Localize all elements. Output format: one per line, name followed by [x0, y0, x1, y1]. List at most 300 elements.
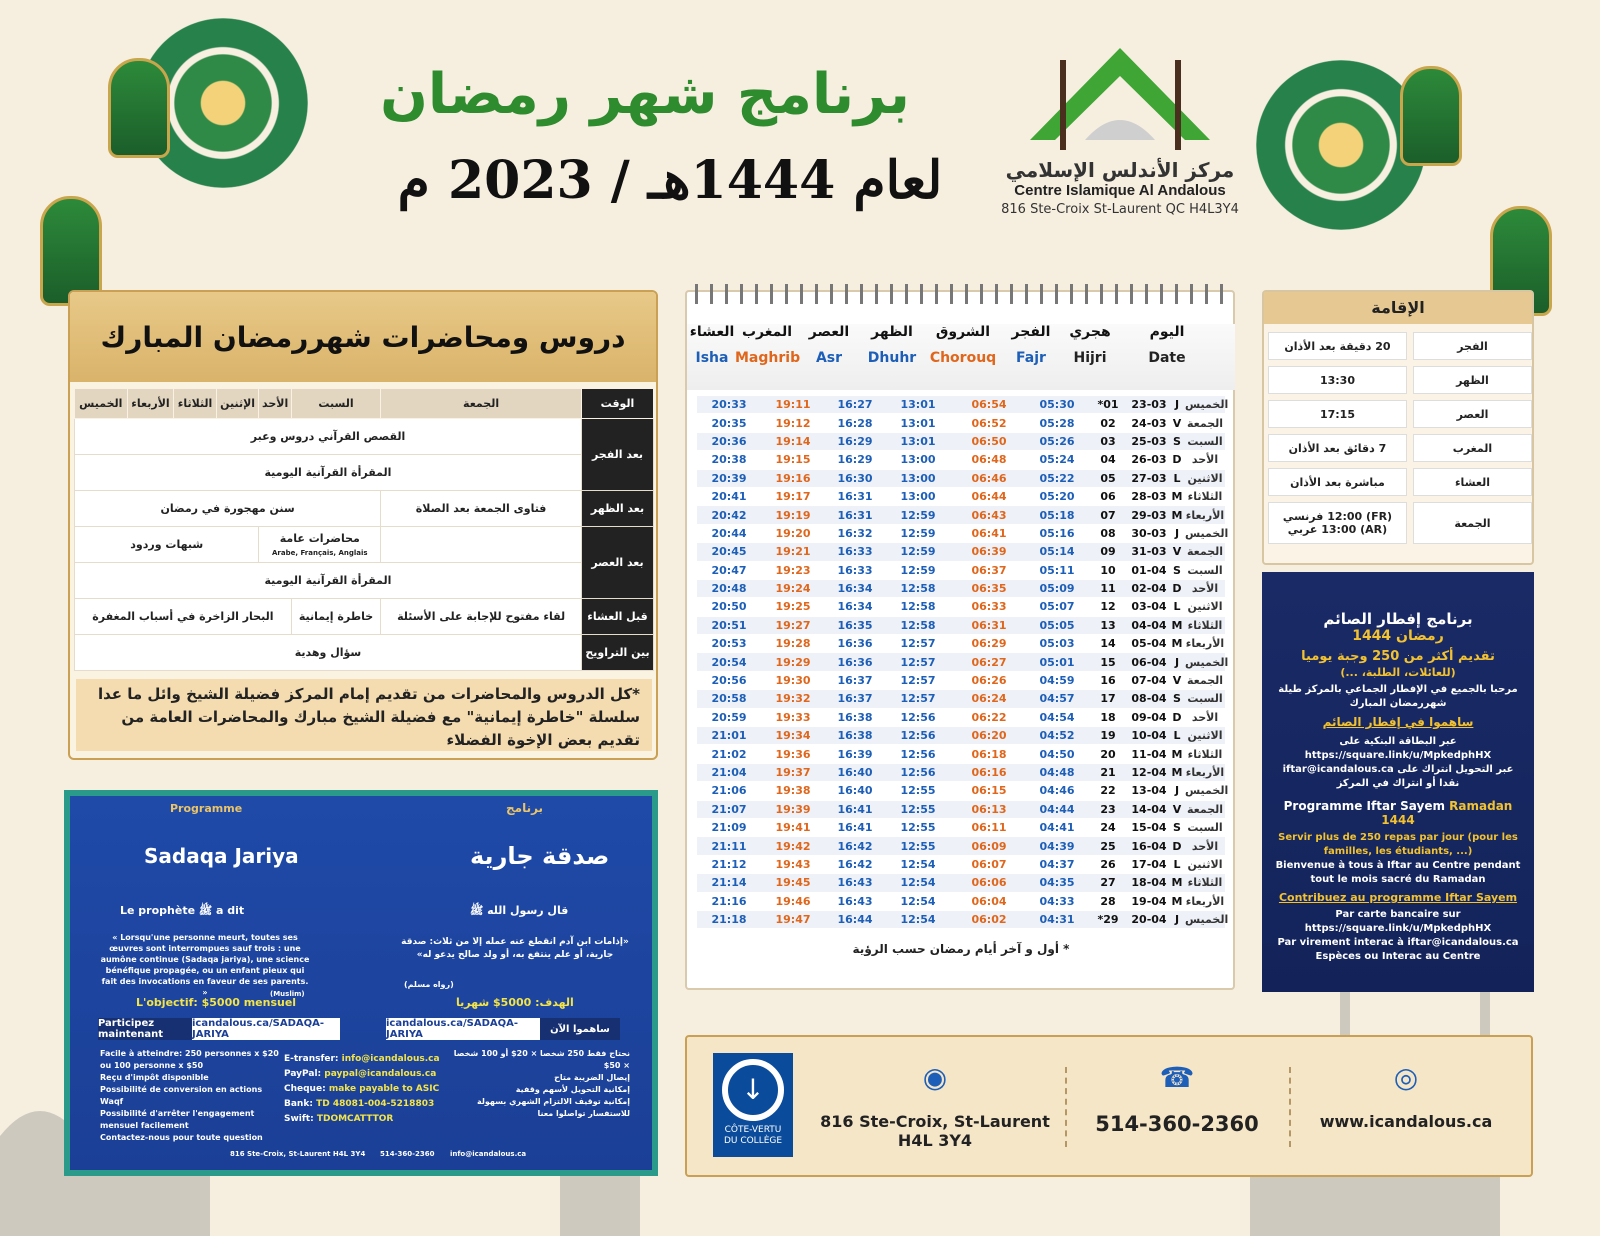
mosque-logo-icon — [990, 40, 1250, 158]
iftar-cash-fr: Espèces ou Interac au Centre — [1315, 951, 1481, 962]
fajr-time: 05:28 — [1039, 416, 1075, 430]
hijri-day: 28 — [1100, 894, 1116, 908]
iqama-prayer: المغرب — [1413, 434, 1532, 462]
dhuhr-time: 12:57 — [900, 692, 936, 706]
isha-time: 20:38 — [711, 453, 747, 467]
day-name: الثلاثاء — [1187, 747, 1223, 761]
footer-website-link[interactable]: www.icandalous.ca — [1319, 1112, 1493, 1131]
day-name: السبت — [1187, 692, 1223, 706]
lessons-col-header: الوقت — [582, 389, 654, 419]
lesson-cell: سؤال وهدية — [75, 635, 582, 671]
col-hijri-ar: هجري — [1069, 324, 1111, 340]
asr-time: 16:29 — [837, 453, 873, 467]
maghrib-time: 19:14 — [775, 434, 811, 448]
asr-time: 16:33 — [837, 563, 873, 577]
day-name: الخميس — [1185, 655, 1229, 669]
swift-label: Swift: — [284, 1114, 314, 1124]
sadaqa-participate-ar: ساهموا الآن — [540, 1018, 620, 1040]
maghrib-time: 19:20 — [775, 526, 811, 540]
day-name: الأحد — [1191, 453, 1219, 467]
sadaqa-prophet-fr: Le prophète ﷺ a dit — [120, 904, 245, 917]
isha-time: 20:59 — [711, 710, 747, 724]
day-letter: J — [1174, 784, 1180, 798]
schedule-footnote: * أول و آخر أيام رمضان حسب الرؤية — [852, 942, 1070, 956]
isha-time: 20:54 — [711, 655, 747, 669]
day-letter: D — [1172, 710, 1182, 724]
day-letter: S — [1173, 434, 1181, 448]
page-subtitle-year: لعام 1444هـ / 2023 م — [397, 150, 943, 211]
iftar-welcome-ar: مرحبا بالجميع في الإفطار الجماعي بالمركز طيلة شهررمضان المبارك — [1278, 684, 1518, 709]
calendar-rings — [695, 284, 1225, 304]
iqama-prayer: الظهر — [1413, 366, 1532, 394]
hijri-day: 16 — [1100, 674, 1116, 688]
day-letter: M — [1171, 637, 1183, 651]
lesson-cell: القصص القرآني دروس وعبر — [75, 419, 582, 455]
table-row — [697, 396, 1229, 414]
maghrib-time: 19:16 — [775, 471, 811, 485]
hijri-day: *01 — [1097, 398, 1119, 412]
asr-time: 16:31 — [837, 490, 873, 504]
date: 29-03 — [1131, 508, 1167, 522]
day-letter: J — [1174, 398, 1180, 412]
phone-icon: ☎ — [1159, 1061, 1195, 1094]
dhuhr-time: 12:56 — [900, 747, 936, 761]
day-letter: M — [1171, 894, 1183, 908]
date: 07-04 — [1131, 674, 1167, 688]
iftar-panel — [1262, 572, 1534, 992]
dhuhr-time: 12:56 — [900, 766, 936, 779]
col-dhuhr-ar: الظهر — [871, 324, 913, 340]
sadaqa-title-fr: Sadaqa Jariya — [144, 844, 299, 868]
lesson-cell: المقرأة القرآنية اليومية — [75, 455, 582, 491]
iqama-row — [1268, 366, 1532, 394]
hijri-day: 19 — [1100, 729, 1116, 743]
asr-time: 16:40 — [837, 784, 873, 798]
page-title: برنامج شهر رمضان — [380, 62, 910, 127]
chorouq-time: 06:13 — [971, 802, 1007, 816]
table-row — [697, 819, 1225, 837]
iftar-title-fr-main: Programme Iftar Sayem — [1283, 799, 1445, 813]
iqama-value: 20 دقيقة بعد الأذان — [1268, 332, 1407, 360]
lesson-time: بعد الظهر — [582, 491, 654, 527]
table-row — [697, 727, 1225, 745]
hijri-day: 27 — [1100, 876, 1116, 890]
col-date-ar: اليوم — [1149, 324, 1185, 340]
col-isha — [687, 324, 737, 366]
day-letter: M — [1171, 618, 1183, 632]
col-fajr-ar: الفجر — [1011, 324, 1051, 340]
iftar-card-ar: عبر البطاقة البنكية على — [1339, 736, 1457, 747]
list-item: إيصال الضريبة متاح — [554, 1073, 630, 1082]
asr-time: 16:38 — [837, 710, 873, 724]
maghrib-time: 19:27 — [775, 618, 811, 632]
day-name: الأربعاء — [1185, 508, 1225, 522]
sadaqa-link-fr[interactable]: icandalous.ca/SADAQA-JARIYA — [192, 1018, 340, 1040]
etransfer-value[interactable]: info@icandalous.ca — [341, 1054, 440, 1064]
lessons-title: دروس ومحاضرات شهررمضان المبارك — [70, 292, 656, 382]
date: 02-04 — [1131, 582, 1167, 596]
asr-time: 16:44 — [837, 913, 873, 927]
col-date — [1127, 324, 1207, 366]
sadaqa-footer-mail: info@icandalous.ca — [450, 1150, 527, 1158]
asr-time: 16:32 — [837, 526, 873, 540]
day-name: الخميس — [1185, 784, 1229, 798]
maghrib-time: 19:38 — [775, 784, 811, 798]
sadaqa-prophet-ar: قال رسول الله ﷺ — [470, 904, 569, 917]
asr-time: 16:39 — [837, 747, 873, 761]
chorouq-time: 06:22 — [971, 710, 1007, 724]
date: 24-03 — [1131, 416, 1167, 430]
table-row — [697, 837, 1225, 855]
list-item: إمكانية التحويل لأسهم وقفية — [515, 1085, 630, 1094]
sadaqa-cheque — [284, 1082, 440, 1097]
asr-time: 16:43 — [837, 894, 873, 908]
lessons-col-header: الخميس — [75, 389, 128, 419]
hijri-day: 26 — [1100, 857, 1116, 871]
chorouq-time: 06:09 — [971, 839, 1007, 853]
fajr-time: 05:22 — [1039, 471, 1075, 485]
maghrib-time: 19:36 — [775, 747, 811, 761]
iftar-offer-fr: Servir plus de 250 repas par jour (pour les familles, les étudiants, ...) — [1278, 832, 1518, 857]
day-name: الثلاثاء — [1187, 618, 1223, 632]
lesson-cell: فتاوى الجمعة بعد الصلاة — [381, 491, 582, 527]
paypal-label: PayPal: — [284, 1069, 322, 1079]
asr-time: 16:43 — [837, 876, 873, 890]
table-row — [697, 893, 1225, 911]
maghrib-time: 19:45 — [775, 876, 811, 890]
isha-time: 21:02 — [711, 747, 747, 761]
maghrib-time: 19:15 — [775, 453, 811, 467]
isha-time: 21:11 — [711, 839, 747, 853]
fajr-time: 05:14 — [1039, 545, 1075, 559]
hijri-day: 21 — [1100, 766, 1116, 779]
dhuhr-time: 13:00 — [900, 471, 936, 485]
date: 09-04 — [1131, 710, 1167, 724]
chorouq-time: 06:50 — [971, 434, 1007, 448]
table-row — [75, 635, 654, 671]
asr-time: 16:41 — [837, 802, 873, 816]
sadaqa-points-fr — [100, 1048, 280, 1144]
date: 27-03 — [1131, 471, 1167, 485]
fajr-time: 05:03 — [1039, 637, 1075, 651]
metro-sign — [713, 1053, 793, 1157]
footer-website — [1291, 1061, 1521, 1131]
col-dhuhr-lat: Dhuhr — [867, 350, 917, 366]
sadaqa-paypal — [284, 1067, 440, 1082]
table-row — [697, 433, 1225, 451]
asr-time: 16:31 — [837, 508, 873, 522]
lesson-cell-sub: Arabe, Français, Anglais — [272, 548, 368, 557]
hijri-day: 06 — [1100, 490, 1116, 504]
asr-time: 16:28 — [837, 416, 873, 430]
chorouq-time: 06:35 — [971, 582, 1007, 596]
asr-time: 16:36 — [837, 637, 873, 651]
iftar-interac-fr: Par virement interac à iftar@icandalous.ca — [1277, 937, 1519, 948]
col-date-lat: Date — [1148, 350, 1186, 366]
metro-station-line1: CÔTE-VERTU — [724, 1125, 782, 1135]
sadaqa-payment-info — [284, 1052, 440, 1127]
fajr-time: 04:39 — [1039, 839, 1075, 853]
isha-time: 20:36 — [711, 434, 747, 448]
sadaqa-etransfer — [284, 1052, 440, 1067]
lessons-col-header: الإثنين — [216, 389, 259, 419]
iftar-title-fr — [1268, 799, 1528, 827]
col-maghrib-ar: المغرب — [741, 324, 793, 340]
sadaqa-footer-tel: 514-360-2360 — [380, 1150, 435, 1158]
isha-time: 20:48 — [711, 582, 747, 596]
iqama-prayer: الجمعة — [1413, 502, 1532, 544]
lesson-time: بعد العصر — [582, 527, 654, 599]
chorouq-time: 06:18 — [971, 747, 1007, 761]
table-row — [697, 543, 1225, 561]
iftar-year-ar: رمضان 1444 — [1352, 628, 1444, 644]
table-row — [75, 599, 654, 635]
table-row — [697, 525, 1229, 543]
chorouq-time: 06:15 — [971, 784, 1007, 798]
chorouq-time: 06:48 — [971, 453, 1007, 467]
col-asr-lat: Asr — [815, 350, 843, 366]
dhuhr-time: 12:57 — [900, 655, 936, 669]
prayer-schedule-calendar — [685, 290, 1235, 990]
col-chorouq-ar: الشروق — [935, 324, 991, 340]
table-row — [697, 672, 1225, 690]
col-hijri — [1063, 324, 1117, 366]
logo-name-ar: مركز الأندلس الإسلامي — [1005, 158, 1235, 182]
sadaqa-title-ar: صدقة جارية — [470, 842, 610, 870]
date: 13-04 — [1131, 784, 1167, 798]
isha-time: 21:14 — [711, 876, 747, 890]
isha-time: 20:50 — [711, 600, 747, 614]
sadaqa-goal-fr: L'objectif: $5000 mensuel — [136, 996, 297, 1009]
paypal-value[interactable]: paypal@icandalous.ca — [324, 1069, 437, 1079]
chorouq-time: 06:44 — [971, 490, 1007, 504]
footer-address — [815, 1061, 1055, 1150]
schedule-header — [687, 324, 1235, 390]
bank-value: TD 48081-004-5218803 — [316, 1099, 435, 1109]
iqama-row — [1268, 434, 1532, 462]
day-name: الجمعة — [1186, 545, 1224, 559]
hijri-day: 04 — [1100, 453, 1116, 467]
maghrib-time: 19:37 — [775, 766, 811, 779]
day-letter: L — [1173, 471, 1181, 485]
day-name: السبت — [1187, 434, 1223, 448]
metro-arrow-icon: ↓ — [722, 1059, 784, 1121]
hijri-day: 11 — [1100, 582, 1116, 596]
lessons-table — [74, 388, 654, 671]
date: 26-03 — [1131, 453, 1167, 467]
maghrib-time: 19:39 — [775, 802, 811, 816]
sadaqa-goal-ar: الهدف: 5000$ شهريا — [456, 996, 574, 1009]
table-row — [697, 617, 1225, 635]
asr-time: 16:34 — [837, 600, 873, 614]
table-row — [697, 580, 1225, 598]
day-letter: L — [1173, 729, 1181, 743]
maghrib-time: 19:33 — [775, 710, 811, 724]
day-letter: D — [1172, 453, 1182, 467]
hijri-day: *29 — [1097, 913, 1119, 927]
isha-time: 20:45 — [711, 545, 747, 559]
day-letter: V — [1172, 545, 1182, 559]
sadaqa-swift — [284, 1112, 440, 1127]
iqama-prayer: العشاء — [1413, 468, 1532, 496]
dhuhr-time: 12:56 — [900, 710, 936, 724]
day-name: الخميس — [1185, 526, 1229, 540]
asr-time: 16:27 — [837, 398, 873, 412]
schedule-rows — [697, 396, 1229, 929]
date: 31-03 — [1131, 545, 1167, 559]
maghrib-time: 19:17 — [775, 490, 811, 504]
hijri-day: 12 — [1100, 600, 1116, 614]
sadaqa-panel — [64, 790, 658, 1176]
table-row — [697, 653, 1229, 671]
dhuhr-time: 13:00 — [900, 490, 936, 504]
chorouq-time: 06:07 — [971, 857, 1007, 871]
bank-label: Bank: — [284, 1099, 313, 1109]
iftar-link-fr[interactable]: https://square.link/u/MpkedphHX — [1304, 923, 1492, 934]
table-row — [697, 745, 1225, 763]
asr-time: 16:42 — [837, 839, 873, 853]
iftar-cash-ar: نقدا أو انتراك في المركز — [1336, 778, 1460, 789]
chorouq-time: 06:16 — [971, 766, 1007, 779]
chorouq-time: 06:27 — [971, 655, 1007, 669]
asr-time: 16:36 — [837, 655, 873, 669]
day-letter: V — [1172, 802, 1182, 816]
footer-phone — [1067, 1061, 1287, 1136]
sadaqa-hadith-ar-source: (رواه مسلم) — [404, 980, 454, 989]
day-name: الخميس — [1185, 398, 1229, 412]
col-fajr — [1001, 324, 1061, 366]
hijri-day: 08 — [1100, 526, 1116, 540]
day-letter: D — [1172, 839, 1182, 853]
isha-time: 20:44 — [711, 526, 747, 540]
date: 20-04 — [1131, 913, 1167, 927]
maghrib-time: 19:46 — [775, 894, 811, 908]
logo-name-fr: Centre Islamique Al Andalous — [1014, 182, 1226, 199]
chorouq-time: 06:26 — [971, 674, 1007, 688]
day-letter: L — [1173, 600, 1181, 614]
dhuhr-time: 12:59 — [900, 526, 936, 540]
footer-address-line1: 816 Ste-Croix, St-Laurent — [820, 1112, 1050, 1131]
dhuhr-time: 12:59 — [900, 508, 936, 522]
date: 04-04 — [1131, 618, 1167, 632]
fajr-time: 05:07 — [1039, 600, 1075, 614]
hijri-day: 22 — [1100, 784, 1116, 798]
list-item: Possibilité de conversion en actions Waqf — [100, 1085, 263, 1106]
globe-icon: ◎ — [1393, 1061, 1419, 1094]
col-maghrib — [735, 324, 799, 366]
dhuhr-time: 12:56 — [900, 729, 936, 743]
fajr-time: 04:57 — [1039, 692, 1075, 706]
day-letter: J — [1174, 655, 1180, 669]
asr-time: 16:42 — [837, 857, 873, 871]
maghrib-time: 19:28 — [775, 637, 811, 651]
sadaqa-bank — [284, 1097, 440, 1112]
logo-address: 816 Ste-Croix St-Laurent QC H4L3Y4 — [1001, 202, 1239, 217]
isha-time: 21:04 — [711, 766, 747, 779]
lessons-col-header: السبت — [291, 389, 380, 419]
day-letter: S — [1173, 563, 1181, 577]
iqama-value: 13:30 — [1268, 366, 1407, 394]
isha-time: 20:33 — [711, 398, 747, 412]
lessons-header-row — [75, 389, 654, 419]
hijri-day: 25 — [1100, 839, 1116, 853]
chorouq-time: 06:43 — [971, 508, 1007, 522]
table-row — [697, 690, 1225, 708]
iftar-title-fr-year: Ramadan 1444 — [1381, 799, 1513, 827]
chorouq-time: 06:29 — [971, 637, 1007, 651]
asr-time: 16:29 — [837, 434, 873, 448]
col-chorouq — [925, 324, 1001, 366]
lessons-panel — [68, 290, 658, 760]
chorouq-time: 06:33 — [971, 600, 1007, 614]
day-name: الأربعاء — [1185, 894, 1225, 908]
fajr-time: 05:16 — [1039, 526, 1075, 540]
chorouq-time: 06:11 — [971, 821, 1007, 835]
table-row — [697, 764, 1225, 782]
day-letter: D — [1172, 582, 1182, 596]
day-name: الاثنين — [1187, 471, 1223, 485]
iqama-value: مباشرة بعد الأذان — [1268, 468, 1407, 496]
footer-address-line2: H4L 3Y4 — [897, 1131, 973, 1150]
day-name: الاثنين — [1187, 729, 1223, 743]
hijri-day: 05 — [1100, 471, 1116, 485]
day-letter: S — [1173, 692, 1181, 706]
maghrib-time: 19:29 — [775, 655, 811, 669]
footer-phone-number[interactable]: 514-360-2360 — [1095, 1112, 1259, 1136]
fajr-time: 05:18 — [1039, 508, 1075, 522]
fajr-time: 05:11 — [1039, 563, 1075, 577]
lessons-col-header: الأحد — [259, 389, 291, 419]
iqama-value: 7 دقائق بعد الأذان — [1268, 434, 1407, 462]
day-name: الثلاثاء — [1187, 876, 1223, 890]
lesson-cell: سنن مهجورة في رمضان — [75, 491, 381, 527]
chorouq-time: 06:41 — [971, 526, 1007, 540]
asr-time: 16:37 — [837, 692, 873, 706]
maghrib-time: 19:43 — [775, 857, 811, 871]
col-fajr-lat: Fajr — [1016, 350, 1046, 366]
dhuhr-time: 12:54 — [900, 913, 936, 927]
asr-time: 16:30 — [837, 471, 873, 485]
sadaqa-link-ar[interactable]: icandalous.ca/SADAQA-JARIYA — [386, 1018, 540, 1040]
day-name: الخميس — [1185, 913, 1229, 927]
iftar-link[interactable]: https://square.link/u/MpkedphHX — [1304, 750, 1492, 761]
list-item: Reçu d'impôt disponible — [100, 1073, 209, 1082]
asr-time: 16:37 — [837, 674, 873, 688]
maghrib-time: 19:47 — [775, 913, 811, 927]
day-letter: V — [1172, 674, 1182, 688]
dhuhr-time: 12:55 — [900, 802, 936, 816]
col-isha-ar: العشاء — [689, 324, 735, 340]
col-dhuhr — [859, 324, 925, 366]
isha-time: 20:42 — [711, 508, 747, 522]
hijri-day: 15 — [1100, 655, 1116, 669]
table-row — [697, 598, 1225, 616]
day-name: الأربعاء — [1185, 766, 1225, 779]
dhuhr-time: 13:01 — [900, 398, 936, 412]
chorouq-time: 06:20 — [971, 729, 1007, 743]
metro-station-line2: DU COLLÈGE — [723, 1136, 783, 1146]
fajr-time: 05:20 — [1039, 490, 1075, 504]
day-letter: S — [1173, 821, 1181, 835]
dhuhr-time: 12:58 — [900, 600, 936, 614]
table-row — [697, 470, 1225, 488]
dhuhr-time: 12:58 — [900, 582, 936, 596]
dhuhr-time: 12:59 — [900, 545, 936, 559]
date: 23-03 — [1131, 398, 1167, 412]
isha-time: 21:09 — [711, 821, 747, 835]
table-row — [697, 635, 1225, 653]
dhuhr-time: 13:01 — [900, 416, 936, 430]
